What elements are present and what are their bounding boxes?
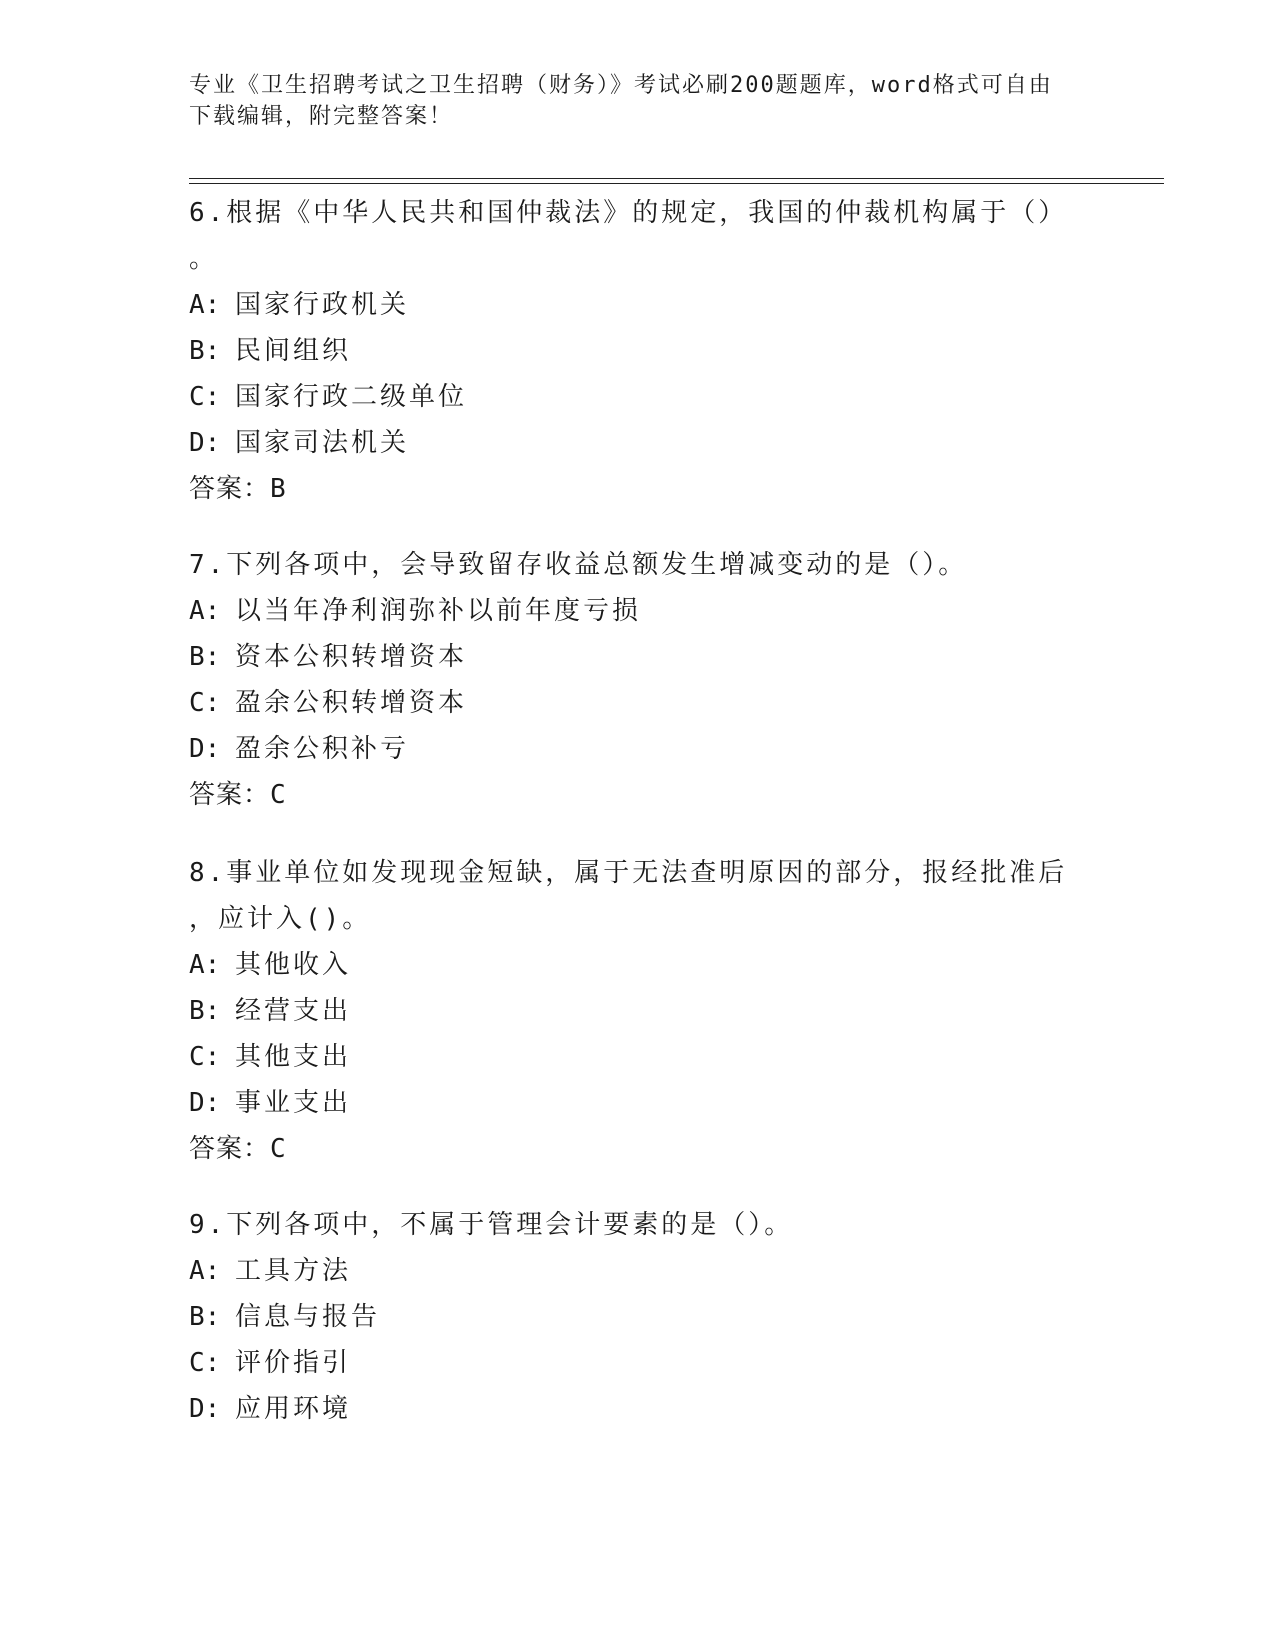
option-d: [189, 1080, 1089, 1126]
question-stem-line-1: 8.事业单位如发现现金短缺，属于无法查明原因的部分，报经批准后: [189, 858, 1068, 888]
option-text: 事业支出: [235, 1088, 352, 1118]
answer-label: 答案：: [189, 1134, 271, 1164]
option-letter: B:: [189, 336, 221, 366]
question-stem-line-2: 。: [189, 244, 219, 274]
answer: [189, 1126, 1089, 1172]
option-letter: C:: [189, 1042, 221, 1072]
option-letter: D:: [189, 1088, 221, 1118]
option-letter: B:: [189, 1302, 221, 1332]
question-stem-line-2: ，应计入()。: [189, 904, 372, 934]
option-text: 民间组织: [235, 336, 352, 366]
question-stem: [189, 1202, 1089, 1248]
option-text: 工具方法: [235, 1256, 352, 1286]
option-d: [189, 1386, 1089, 1432]
header-divider-bottom: [189, 183, 1164, 184]
answer-value: C: [270, 780, 287, 810]
option-text: 评价指引: [235, 1348, 352, 1378]
option-text: 盈余公积转增资本: [235, 688, 468, 718]
option-letter: B:: [189, 642, 221, 672]
question-stem: [189, 190, 1089, 282]
question-6: [189, 190, 1089, 512]
question-stem-line-1: 9.下列各项中，不属于管理会计要素的是（）。: [189, 1210, 794, 1240]
answer: [189, 772, 1089, 818]
question-stem: [189, 850, 1089, 942]
answer-label: 答案：: [189, 780, 271, 810]
option-text: 其他收入: [235, 950, 352, 980]
answer-value: C: [270, 1134, 287, 1164]
question-stem-line-1: 6.根据《中华人民共和国仲裁法》的规定，我国的仲裁机构属于（）: [189, 198, 1068, 228]
option-letter: A:: [189, 950, 221, 980]
option-letter: A:: [189, 1256, 221, 1286]
option-text: 信息与报告: [235, 1302, 381, 1332]
option-text: 资本公积转增资本: [235, 642, 468, 672]
option-b: [189, 988, 1089, 1034]
question-7: [189, 542, 1089, 818]
option-letter: D:: [189, 734, 221, 764]
option-b: [189, 1294, 1089, 1340]
header-text: 专业《卫生招聘考试之卫生招聘（财务）》考试必刷200题题库，word格式可自由下载编辑，附完整答案！: [189, 73, 1053, 129]
option-d: [189, 420, 1089, 466]
option-c: [189, 1034, 1089, 1080]
question-stem: [189, 542, 1089, 588]
question-stem-line-1: 7.下列各项中，会导致留存收益总额发生增减变动的是（）。: [189, 550, 968, 580]
header-divider-top: [189, 178, 1164, 179]
option-text: 盈余公积补亏: [235, 734, 410, 764]
option-text: 国家行政机关: [235, 290, 410, 320]
option-letter: B:: [189, 996, 221, 1026]
document-header: [189, 70, 1069, 132]
answer: [189, 466, 1089, 512]
option-a: [189, 282, 1089, 328]
option-text: 其他支出: [235, 1042, 352, 1072]
option-c: [189, 1340, 1089, 1386]
option-d: [189, 726, 1089, 772]
question-8: [189, 850, 1089, 1172]
option-letter: C:: [189, 382, 221, 412]
option-text: 国家行政二级单位: [235, 382, 468, 412]
question-9: [189, 1202, 1089, 1432]
option-text: 应用环境: [235, 1394, 352, 1424]
option-b: [189, 328, 1089, 374]
option-letter: D:: [189, 1394, 221, 1424]
option-letter: A:: [189, 290, 221, 320]
option-letter: C:: [189, 688, 221, 718]
option-text: 以当年净利润弥补以前年度亏损: [235, 596, 642, 626]
option-letter: A:: [189, 596, 221, 626]
answer-value: B: [270, 474, 287, 504]
option-text: 国家司法机关: [235, 428, 410, 458]
option-letter: C:: [189, 1348, 221, 1378]
option-a: [189, 942, 1089, 988]
option-c: [189, 680, 1089, 726]
option-letter: D:: [189, 428, 221, 458]
option-a: [189, 588, 1089, 634]
option-a: [189, 1248, 1089, 1294]
answer-label: 答案：: [189, 474, 271, 504]
option-b: [189, 634, 1089, 680]
option-c: [189, 374, 1089, 420]
option-text: 经营支出: [235, 996, 352, 1026]
